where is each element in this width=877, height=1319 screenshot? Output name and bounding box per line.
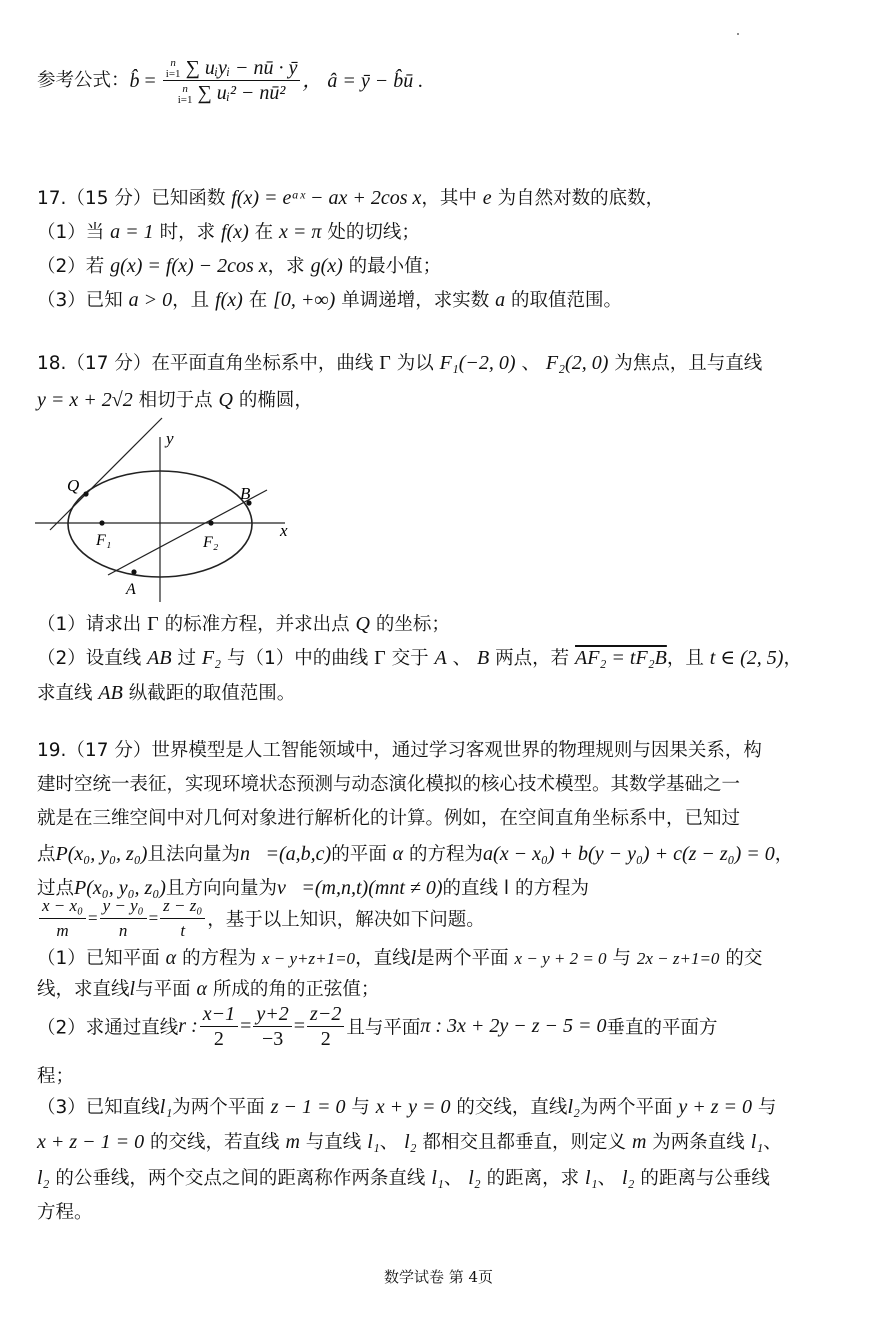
q18-stem-line2: y = x + 2√2 相切于点 Q 的椭圆， — [37, 389, 313, 411]
q19-part1-cont: 线，求直线l与平面 α 所成的角的正弦值； — [37, 978, 380, 1000]
q18-part2-cont: 求直线 AB 纵截距的取值范围。 — [37, 682, 296, 704]
q17-part2: （2）若 g(x) = f(x) − 2cos x，求 g(x) 的最小值； — [37, 255, 442, 277]
label-F2: F₂ — [203, 534, 219, 551]
q19-line-equation: $\frac{\text{x − x₀}}{m}$ = $\frac{\text{y − y₀}}{n}$ = $\frac{\text{z − z₀}}{t}$ ，基于以上知识，解决如下问题。 — [37, 894, 485, 943]
point-F2 — [208, 520, 213, 525]
b-hat-numerator: n i=1 ∑ uᵢyᵢ − nū · ȳ — [163, 56, 301, 81]
label-B: B — [240, 484, 251, 503]
ellipse-figure — [30, 412, 300, 607]
label-A: A — [126, 581, 136, 598]
q19-part3-line4: 方程。 — [37, 1202, 93, 1223]
b-hat: b̂ — [129, 69, 140, 92]
q17-stem: 17.（15 分）已知函数 f(x) = eᵃˣ − ax + 2cos x，其中 e 为自然对数的底数， — [37, 187, 665, 209]
q19-part2-cont: 程； — [37, 1066, 75, 1087]
label-F1: F₁ — [96, 532, 112, 549]
q19-stem-line3: 就是在三维空间中对几何对象进行解析化的计算。例如，在空间直角坐标系中，已知过 — [37, 808, 741, 829]
scan-speck — [737, 33, 739, 35]
q19-part3: （3）已知直线l₁为两个平面 z − 1 = 0 与 x + y = 0 的交线，直线l₂为两个平面 y + z = 0 与 — [37, 1096, 777, 1118]
label-y: y — [166, 429, 174, 448]
q19-part2: （2）求通过直线r : $\frac{x-1}{2}$ = $\frac{y+2}{-3}$ = $\frac{z-2}{2}$ 且与平面π : 3x + 2y − z − 5 = 0垂直的平面方 — [37, 1003, 718, 1050]
q19-stem-line2: 建时空统一表征，实现环境状态预测与动态演化模拟的核心技术模型。其数学基础之一 — [37, 774, 741, 795]
point-Q — [83, 491, 88, 496]
b-hat-fraction — [163, 56, 301, 106]
q19-stem-line1: 19.（17 分）世界模型是人工智能领域中，通过学习客观世界的物理规则与因果关系，构 — [37, 740, 762, 761]
q19-stem-line5: 过点P(x₀, y₀, z₀)且方向向量为v⃗=(m,n,t)(mnt ≠ 0)的直线 l 的方程为 — [37, 877, 589, 899]
formula-block: 参考公式：b̂ = n i=1 ∑ uᵢyᵢ − nū · ȳ n i=1 ∑ uᵢ² − nū² ， â = ȳ − b̂ū . — [37, 57, 424, 106]
q19-part1: （1）已知平面 α 的方程为 x − y+z+1=0，直线l是两个平面 x − y + 2 = 0 与 2x − z+1=0 的交 — [37, 947, 763, 969]
q19-stem-line4: 点P(x₀, y₀, z₀)且法向量为n⃗=(a,b,c)的平面 α 的方程为a(x − x₀) + b(y − y₀) + c(z − z₀) = 0， — [37, 843, 794, 865]
q19-part3-line3: l₂ 的公垂线，两个交点之间的距离称作两条直线 l₁、 l₂ 的距离，求 l₁、 l₂ 的距离与公垂线 — [37, 1167, 770, 1189]
tangent-line — [50, 418, 162, 530]
q18-part1: （1）请求出 Γ 的标准方程，并求出点 Q 的坐标； — [37, 613, 450, 635]
q19-part3-line2: x + z − 1 = 0 的交线，若直线 m 与直线 l₁、 l₂ 都相交且都垂直，则定义 m 为两条直线 l₁、 — [37, 1131, 782, 1153]
q17-part3: （3）已知 a > 0，且 f(x) 在 [0, +∞) 单调递增，求实数 a 的取值范围。 — [37, 289, 623, 311]
a-hat-formula: ， â = ȳ − b̂ū . — [302, 69, 424, 92]
b-hat-denominator: n i=1 ∑ uᵢ² − nū² — [177, 82, 286, 106]
point-F1 — [99, 520, 104, 525]
q18-part2: （2）设直线 AB 过 F₂ 与（1）中的曲线 Γ 交于 A 、 B 两点，若 AF₂ = tF₂B，且 t ∈ (2, 5)， — [37, 647, 802, 669]
page-footer: 数学试卷 第 4页 — [383, 1268, 494, 1286]
q18-stem-line1: 18.（17 分）在平面直角坐标系中，曲线 Γ 为以 F₁(−2, 0) 、 F₂(2, 0) 为焦点，且与直线 — [37, 352, 763, 374]
label-x: x — [280, 521, 288, 540]
q17-part1: （1）当 a = 1 时，求 f(x) 在 x = π 处的切线； — [37, 221, 420, 243]
formula-label: 参考公式： — [37, 69, 130, 91]
label-Q: Q — [67, 476, 80, 495]
point-A — [131, 569, 136, 574]
